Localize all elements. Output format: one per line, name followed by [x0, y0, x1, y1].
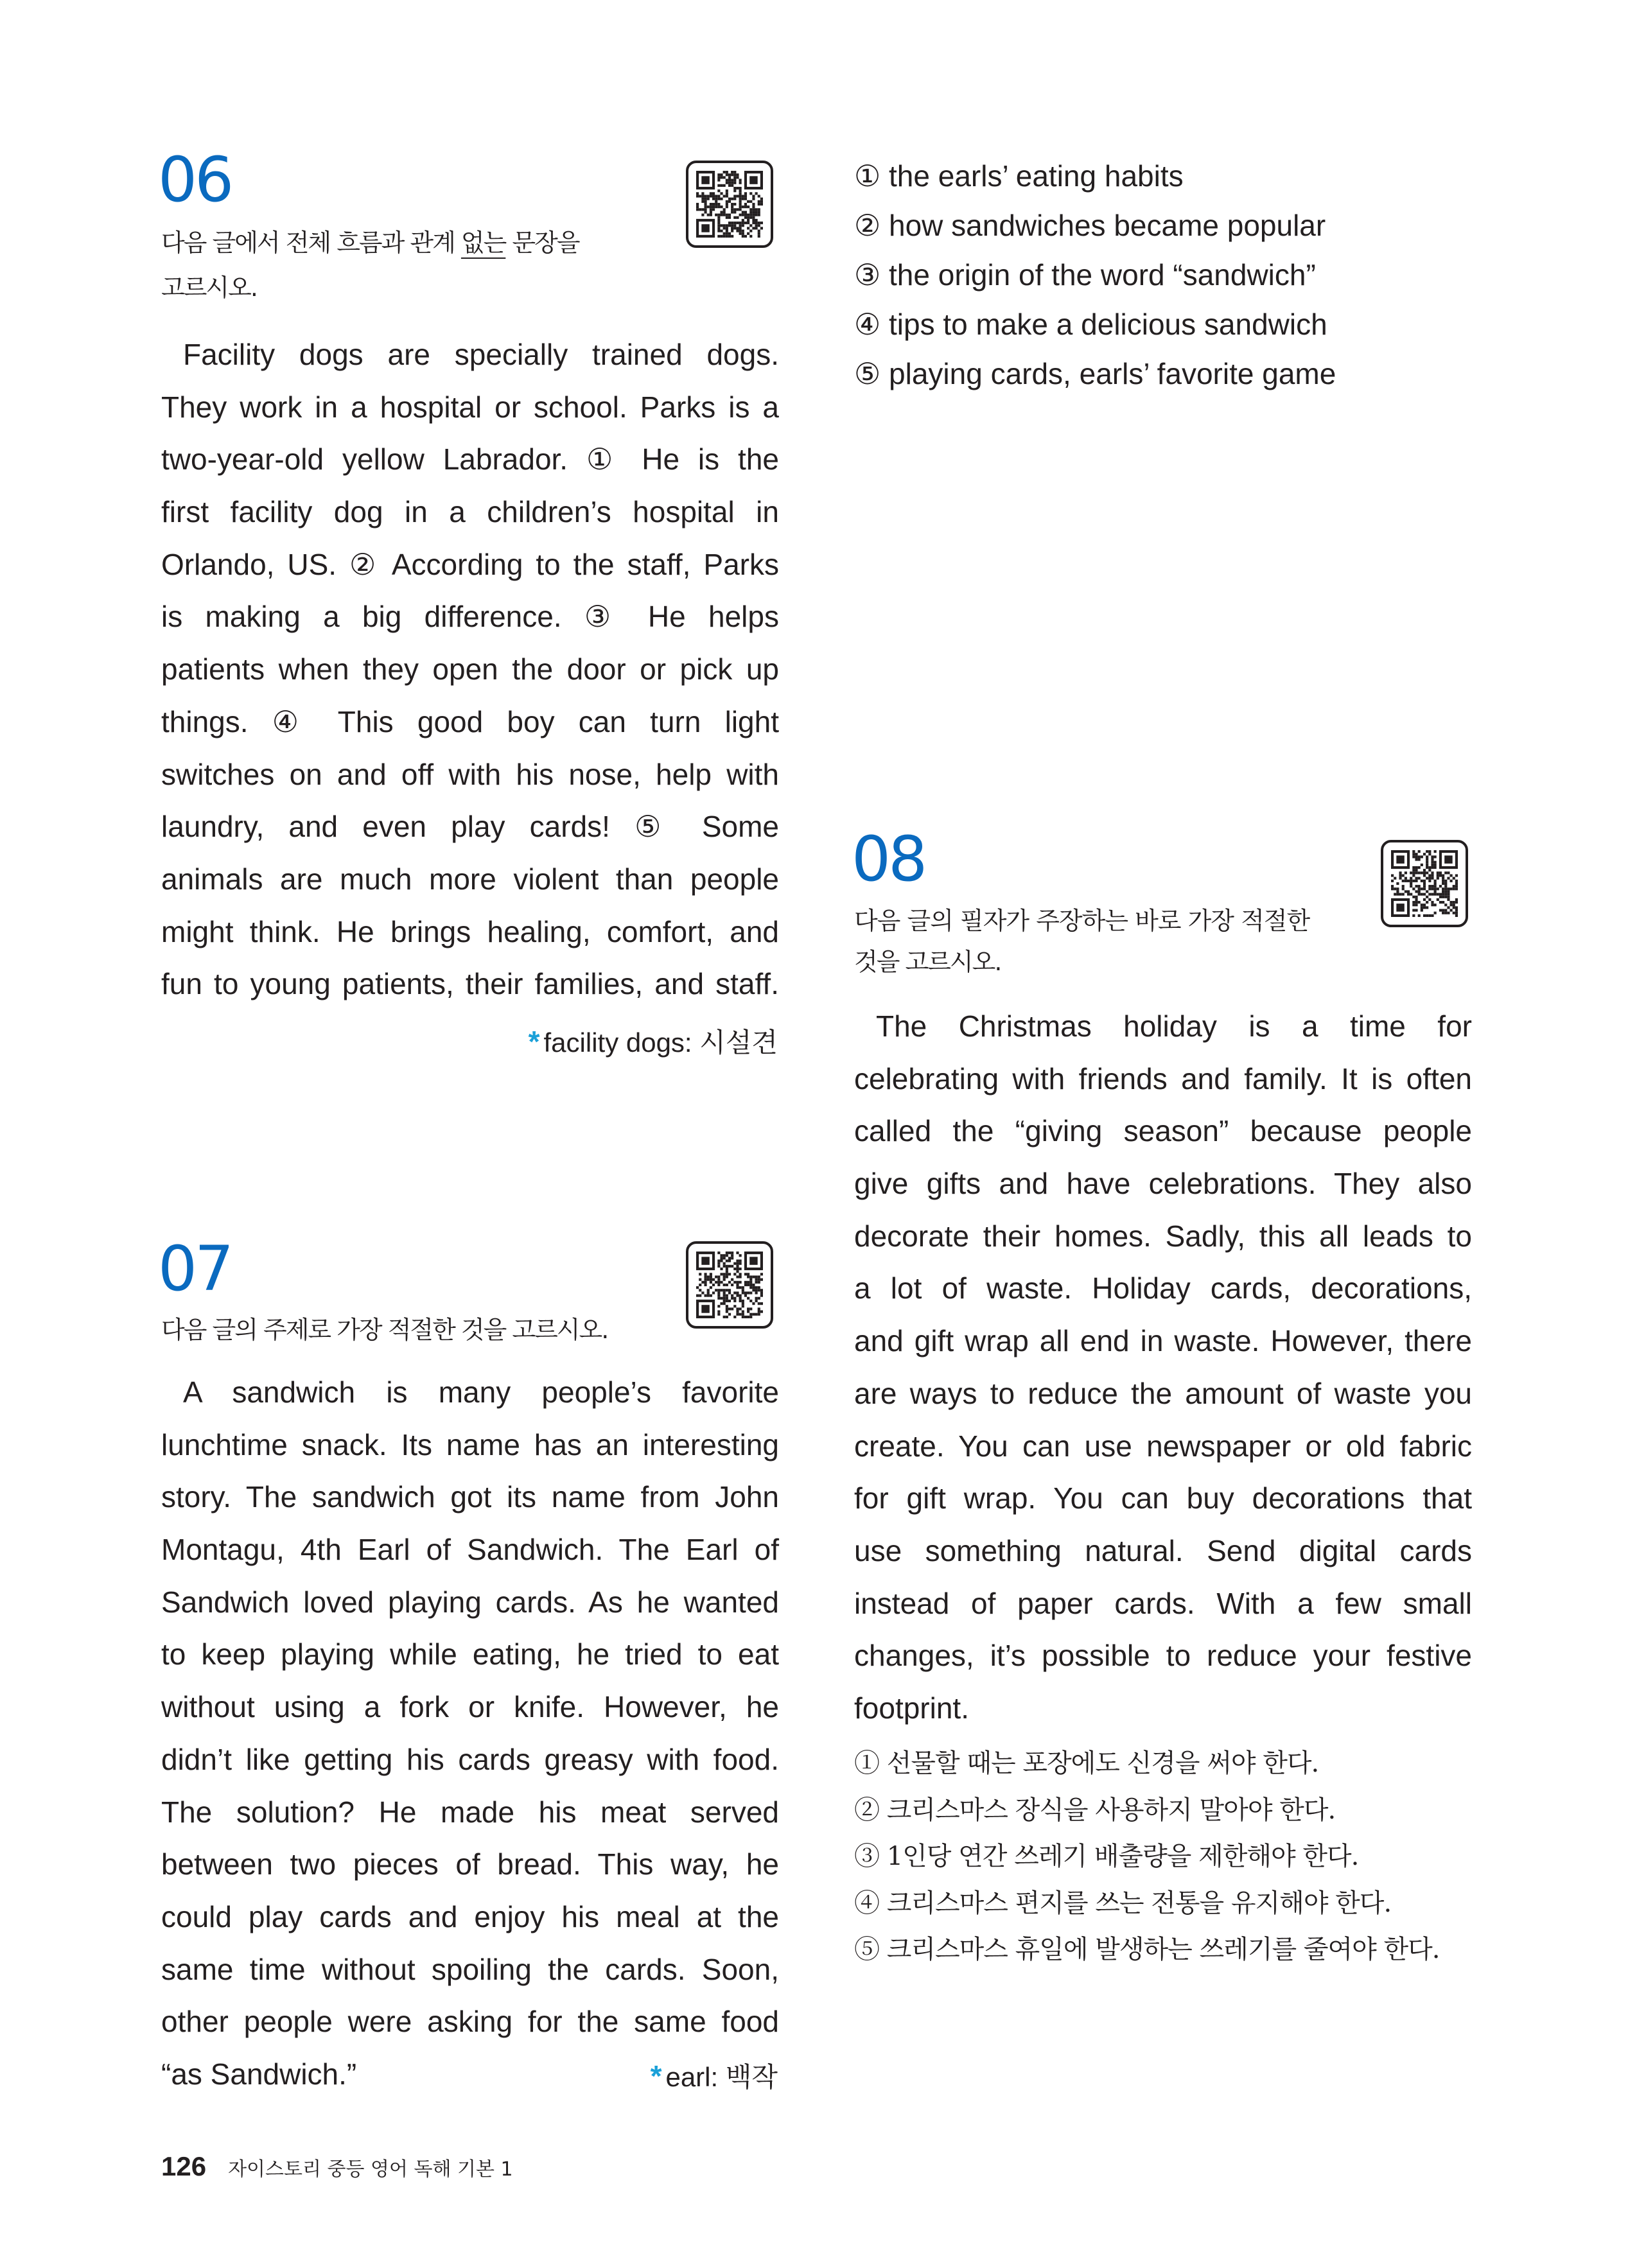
passage-line: “as Sandwich.” — [161, 2057, 357, 2091]
passage-line: use something natural. Send digital cards — [854, 1533, 1472, 1567]
footnote-06 — [529, 1022, 778, 1062]
passage-08 — [854, 1000, 1472, 1735]
passage-line: two-year-old yellow Labrador. ① He is the — [161, 442, 779, 476]
passage-line: are ways to reduce the amount of waste you — [854, 1376, 1472, 1410]
question-instruction-07: 다음 글의 주제로 가장 적절한 것을 고르시오. — [161, 1316, 608, 1344]
question-instruction-08-line2: 것을 고르시오. — [854, 948, 1001, 976]
passage-line: called the “giving season” because people — [854, 1114, 1472, 1148]
question-number-06: 06 — [158, 144, 232, 216]
qr-code-icon[interactable] — [686, 1241, 773, 1329]
passage-line: changes, it’s possible to reduce your festive — [854, 1639, 1472, 1673]
answer-option-2[interactable]: ② how sandwiches became popular — [854, 209, 1326, 242]
passage-line: The solution? He made his meat served — [161, 1795, 779, 1829]
passage-line: same time without spoiling the cards. Soon, — [161, 1952, 779, 1986]
passage-06 — [161, 329, 779, 1011]
passage-line: Sandwich loved playing cards. As he wanted — [161, 1585, 779, 1619]
qr-code-icon[interactable] — [686, 161, 773, 248]
passage-line: switches on and off with his nose, help with — [161, 757, 779, 791]
footnote-text: facility dogs: 시설견 — [543, 1027, 778, 1058]
answer-options-08 — [854, 1740, 1439, 1973]
passage-line: give gifts and have celebrations. They also — [854, 1167, 1472, 1201]
question-number-07: 07 — [158, 1233, 232, 1305]
passage-line: lunchtime snack. Its name has an interesting — [161, 1427, 779, 1461]
passage-line: story. The sandwich got its name from John — [161, 1480, 779, 1514]
footnote-07 — [651, 2057, 778, 2097]
passage-line: instead of paper cards. With a few small — [854, 1586, 1472, 1620]
answer-option-5[interactable]: ⑤ playing cards, earls’ favorite game — [854, 357, 1336, 390]
question-instruction-08: 다음 글의 필자가 주장하는 바로 가장 적절한 — [854, 907, 1310, 935]
page-number: 126 — [161, 2151, 207, 2181]
passage-line: and gift wrap all end in waste. However, there — [854, 1324, 1472, 1358]
passage-line: decorate their homes. Sadly, this all leads to — [854, 1219, 1472, 1253]
passage-line: things. ④ This good boy can turn light — [161, 704, 779, 738]
passage-line: Montagu, 4th Earl of Sandwich. The Earl of — [161, 1533, 779, 1567]
page-footer — [161, 2151, 513, 2182]
passage-line: is making a big difference. ③ He helps — [161, 600, 779, 634]
passage-line: animals are much more violent than people — [161, 862, 779, 896]
footnote-asterisk-icon: * — [650, 2059, 662, 2093]
answer-options-07 — [854, 152, 1336, 399]
passage-line: fun to young patients, their families, and staff. — [161, 967, 779, 1001]
answer-option-3[interactable]: ③ 1인당 연간 쓰레기 배출량을 제한해야 한다. — [854, 1842, 1359, 1871]
answer-option-5[interactable]: ⑤ 크리스마스 휴일에 발생하는 쓰레기를 줄여야 한다. — [854, 1935, 1440, 1964]
passage-line: could play cards and enjoy his meal at the — [161, 1899, 779, 1933]
qr-pattern — [696, 171, 763, 238]
passage-line: other people were asking for the same food — [161, 2005, 779, 2039]
instruction-text: 다음 글에서 전체 흐름과 관계 — [161, 229, 461, 257]
passage-line: to keep playing while eating, he tried to eat — [161, 1637, 779, 1671]
passage-line: patients when they open the door or pick up — [161, 652, 779, 686]
passage-line: The Christmas holiday is a time for — [876, 1009, 1472, 1043]
passage-line: They work in a hospital or school. Parks is a — [161, 390, 779, 424]
passage-line: celebrating with friends and family. It is often — [854, 1061, 1472, 1095]
passage-line: a lot of waste. Holiday cards, decorations, — [854, 1271, 1472, 1305]
instruction-underlined-word: 없는 — [460, 229, 506, 257]
instruction-text: 문장을 — [505, 229, 579, 257]
book-title: 자이스토리 중등 영어 독해 기본 1 — [228, 2158, 513, 2181]
passage-line: Facility dogs are specially trained dogs. — [183, 338, 779, 371]
answer-option-3[interactable]: ③ the origin of the word “sandwich” — [854, 258, 1316, 292]
passage-line: footprint. — [854, 1691, 969, 1725]
passage-07 — [161, 1366, 779, 2101]
passage-line: first facility dog in a children’s hospital in — [161, 495, 779, 529]
answer-option-2[interactable]: ② 크리스마스 장식을 사용하지 말아야 한다. — [854, 1795, 1336, 1825]
footnote-asterisk-icon: * — [528, 1025, 540, 1058]
qr-pattern — [1391, 850, 1458, 917]
passage-line: between two pieces of bread. This way, he — [161, 1847, 779, 1881]
passage-line: for gift wrap. You can buy decorations that — [854, 1481, 1472, 1515]
question-number-08: 08 — [852, 823, 925, 895]
answer-option-1[interactable]: ① 선물할 때는 포장에도 신경을 써야 한다. — [854, 1749, 1319, 1778]
passage-line: without using a fork or knife. However, he — [161, 1690, 779, 1724]
answer-option-1[interactable]: ① the earls’ eating habits — [854, 159, 1184, 193]
question-instruction-06-line2: 고르시오. — [161, 274, 257, 302]
answer-option-4[interactable]: ④ tips to make a delicious sandwich — [854, 308, 1327, 341]
passage-line: might think. He brings healing, comfort, and — [161, 914, 779, 948]
footnote-text: earl: 백작 — [665, 2062, 778, 2092]
passage-line: didn’t like getting his cards greasy with food. — [161, 1742, 779, 1776]
passage-line: laundry, and even play cards! ⑤ Some — [161, 810, 779, 844]
passage-line: Orlando, US. ② According to the staff, Parks — [161, 547, 779, 581]
passage-line: create. You can use newspaper or old fabric — [854, 1429, 1472, 1463]
passage-line: A sandwich is many people’s favorite — [183, 1375, 779, 1409]
question-instruction-06 — [161, 220, 579, 265]
qr-code-icon[interactable] — [1381, 840, 1468, 927]
qr-pattern — [696, 1252, 763, 1318]
answer-option-4[interactable]: ④ 크리스마스 편지를 쓰는 전통을 유지해야 한다. — [854, 1888, 1392, 1918]
